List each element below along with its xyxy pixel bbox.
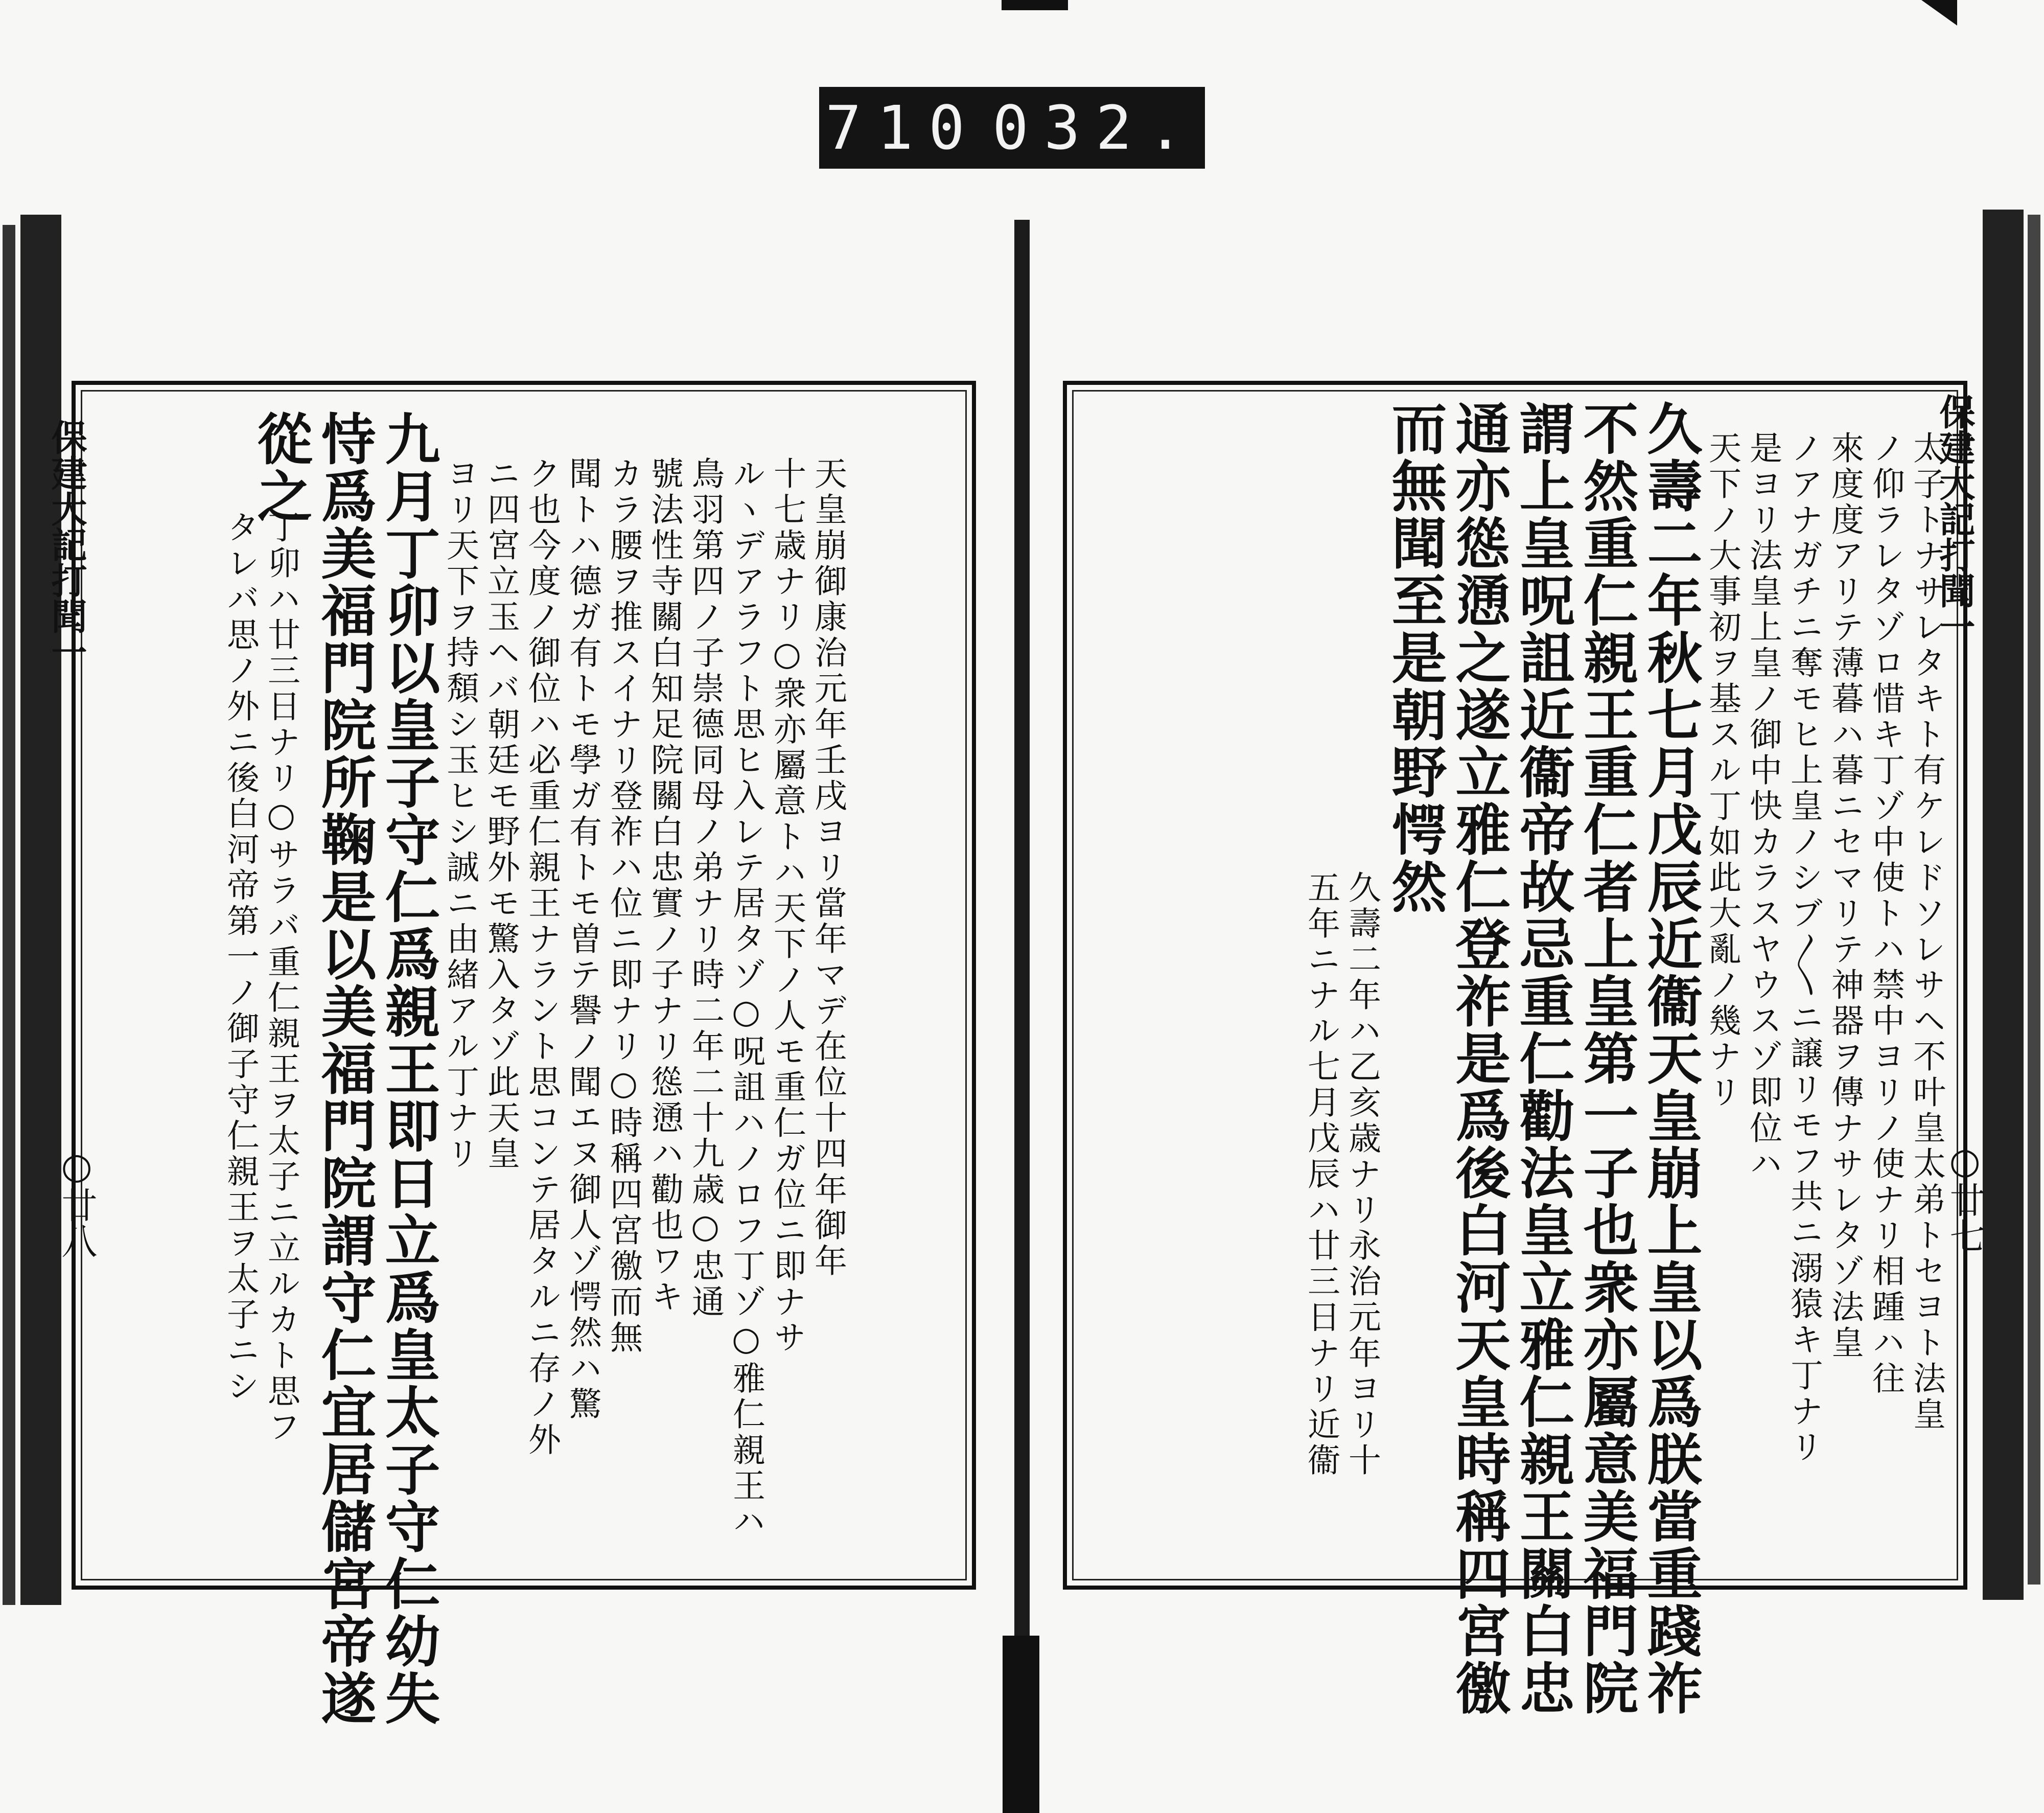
left-page — [72, 381, 976, 1727]
left-text-column-5: 號法性寺關白知足院關白忠實ノ子ナリ慫慂ハ勸也ワキ — [645, 456, 683, 1315]
left-text-column-3: ルヽデアラフト思ヒ入レテ居タゾ○呪詛ハノロフ丁ゾ○雅仁親王ハ — [727, 456, 765, 1540]
right-book-edge-outer — [2028, 215, 2040, 1585]
right-page — [1063, 381, 1967, 1717]
top-edge-mark — [1002, 0, 1068, 10]
right-text-column-6: 天下ノ大事初ヲ基スル丁如此大亂ノ幾ナリ — [1703, 431, 1741, 1111]
left-text-column-1: 天皇崩御康治元年壬戌ヨリ當年マデ在位十四年御年 — [809, 456, 847, 1279]
left-text-column-13: 從之 — [248, 410, 312, 525]
left-text-column-14: 丁卯ハ廿三日ナリ○サラバ重仁親王ヲ太子ニ立ルカト思フ — [262, 510, 300, 1445]
right-text-column-8: 不然重仁親王重仁者上皇第一子也衆亦屬意美福門院 — [1574, 400, 1638, 1717]
right-margin-title: 保建大記打聞一 — [1934, 394, 1976, 644]
left-text-column-6: カラ腰ヲ推スイナリ登祚ハ位ニ即ナリ○時稱四宮徼而無 — [605, 456, 642, 1356]
right-book-edge — [1983, 210, 2024, 1600]
left-text-column-8: ク也今度ノ御位ハ必重仁親王ナラント思コンテ居タルニ存ノ外 — [523, 456, 561, 1458]
right-folio: ○廿七 — [1944, 1140, 1986, 1253]
right-text-column-13: 五年ニナル七月戊辰ハ廿三日ナリ近衞 — [1302, 870, 1340, 1479]
left-text-column-7: 聞トハ德ガ有トモ學ガ有トモ曽テ譽ノ聞エヌ御人ゾ愕然ハ驚 — [564, 456, 601, 1422]
left-margin-title: 保建大記打聞一 — [45, 419, 88, 670]
left-text-column-15: タレバ思ノ外ニ後白河帝第一ノ御子守仁親王ヲ太子ニシ — [221, 510, 259, 1405]
right-text-column-10: 通亦慫慂之遂立雅仁登祚是爲後白河天皇時稱四宮徼 — [1446, 400, 1511, 1717]
right-text-column-1: 太子トナサレタキト有ケレドソレサヘ不叶皇太弟トセヨト法皇 — [1908, 431, 1945, 1433]
left-text-column-12: 恃爲美福門院所鞠是以美福門院謂守仁宜居儲宮帝遂 — [312, 410, 376, 1727]
right-text-column-9: 謂上皇呪詛近衞帝故忌重仁勸法皇立雅仁親王關白忠 — [1510, 400, 1574, 1717]
left-folio: ○廿八 — [56, 1145, 98, 1258]
right-text-column-11: 而無聞至是朝野愕然 — [1382, 400, 1447, 915]
left-text-column-11: 九月丁卯以皇子守仁爲親王即日立爲皇太子守仁幼失 — [376, 410, 440, 1727]
left-text-column-4: 鳥羽第四ノ子崇德同母ノ弟ナリ時二年二十九歳○忠通 — [686, 456, 724, 1320]
archive-label — [819, 87, 1205, 169]
right-text-column-2: ノ仰ラレタゾロ惜キ丁ゾ中使トハ禁中ヨリノ使ナリ相踵ハ往 — [1867, 431, 1904, 1397]
label-right-number: 032. — [992, 93, 1199, 163]
right-text-column-12: 久壽二年ハ乙亥歳ナリ永治元年ヨリ十 — [1343, 870, 1381, 1479]
right-text-column-7: 久壽二年秋七月戊辰近衞天皇崩上皇以爲朕當重踐祚 — [1638, 400, 1702, 1717]
left-text-column-10: ヨリ天下ヲ持頽シ玉ヒシ誠ニ由緒アル丁ナリ — [441, 456, 479, 1172]
left-text-column-2: 十七歳ナリ○衆亦屬意トハ天下ノ人モ重仁ガ位ニ即ナサ — [768, 456, 806, 1356]
left-book-edge-outer — [3, 225, 15, 1605]
right-text-column-4: ノアナガチニ奪モヒ上皇ノシブ〱ニ譲リモフ共ニ溺猿キ丁ナリ — [1785, 431, 1823, 1465]
corner-mark — [1921, 0, 1957, 26]
right-text-column-5: 是ヨリ法皇上皇ノ御中快カラスヤウスゾ即位ハ — [1744, 431, 1782, 1182]
book-spine — [1014, 220, 1030, 1728]
left-text-column-9: ニ四宮立玉ヘバ朝廷モ野外モ驚入タゾ此天皇 — [482, 456, 520, 1172]
label-left-number: 710 — [825, 93, 981, 163]
spine-tab — [1003, 1636, 1039, 1813]
right-text-column-3: 來度度アリテ薄暮ハ暮ニセマリテ神器ヲ傳ナサレタゾ法皇 — [1826, 431, 1864, 1361]
